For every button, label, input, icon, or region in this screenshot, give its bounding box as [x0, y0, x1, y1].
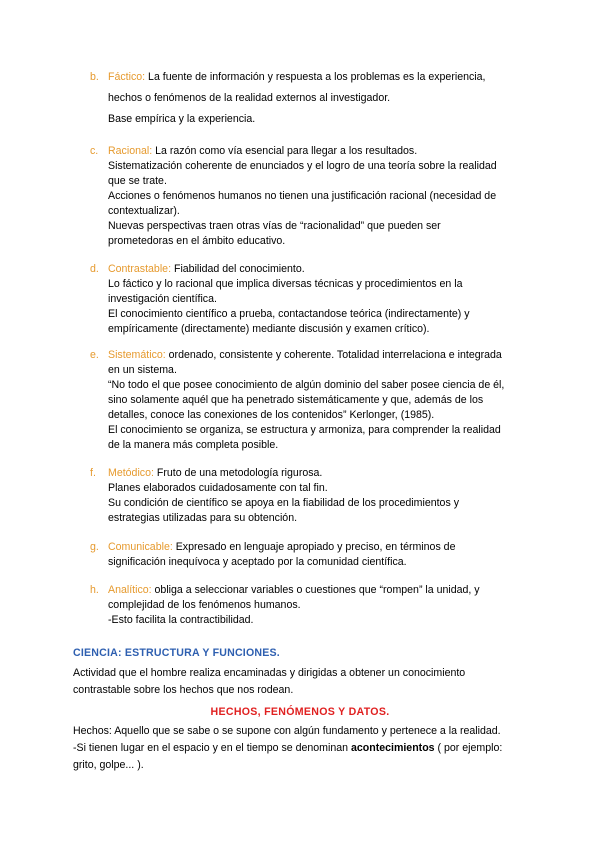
item-text: “No todo el que posee conocimiento de algún dominio del saber posee ciencia de él,: [108, 379, 505, 391]
list-item-contrastable: [90, 262, 530, 337]
subsection-title: HECHOS, FENÓMENOS Y DATOS.: [210, 706, 390, 718]
item-text: detalles, conoce las conexiones de los contenidos” Kerlonger, (1985).: [108, 409, 435, 421]
item-text: Base empírica y la experiencia.: [108, 113, 256, 125]
section-paragraph: [73, 665, 543, 699]
list-item-racional: [90, 144, 530, 249]
item-text: Nuevas perspectivas traen otras vías de “racionalidad” que pueden ser: [108, 220, 441, 232]
list-item-body: [108, 540, 530, 570]
list-marker: f.: [90, 467, 96, 479]
item-text: Fiabilidad del conocimiento.: [173, 263, 305, 275]
term-label: Racional:: [108, 145, 153, 157]
item-text: obliga a seleccionar variables o cuestiones que “rompen” la unidad, y: [154, 584, 480, 596]
term-label: Contrastable:: [108, 263, 172, 275]
list-item-body: [108, 262, 530, 337]
list-marker: c.: [90, 145, 99, 157]
item-text: complejidad de los fenómenos humanos.: [108, 599, 301, 611]
item-text: significación inequívoca y aceptado por la comunidad científica.: [108, 556, 407, 568]
list-marker: h.: [90, 584, 99, 596]
item-text: Expresado en lenguaje apropiado y preciso, en términos de: [175, 541, 456, 553]
item-text: Lo fáctico y lo racional que implica diversas técnicas y procedimientos en la: [108, 278, 463, 290]
term-label: Sistemático:: [108, 349, 166, 361]
item-text: hechos o fenómenos de la realidad externos al investigador.: [108, 92, 391, 104]
item-text: Planes elaborados cuidadosamente con tal fin.: [108, 482, 328, 494]
paragraph-line: Actividad que el hombre realiza encaminadas y dirigidas a obtener un conocimiento: [73, 667, 466, 679]
list-marker: e.: [90, 349, 99, 361]
item-text: sino solamente aquél que ha penetrado sistemáticamente y que, además de los: [108, 394, 484, 406]
list-item-comunicable: [90, 540, 530, 570]
item-text: empíricamente (directamente) mediante discusión y examen crítico).: [108, 323, 430, 335]
item-text: estrategias utilizadas para su obtención.: [108, 512, 298, 524]
paragraph-line: grito, golpe... ).: [73, 759, 144, 771]
item-text: de la manera más completa posible.: [108, 439, 279, 451]
list-item-analitico: [90, 583, 530, 628]
paragraph-line: Hechos: Aquello que se sabe o se supone con algún fundamento y pertenece a la realidad.: [73, 725, 501, 737]
list-marker: d.: [90, 263, 99, 275]
list-item-body: [108, 466, 530, 526]
paragraph-line: -Si tienen lugar en el espacio y en el tiempo se denominan acontecimientos ( por ejemplo:: [73, 742, 503, 754]
list-item-body: [108, 70, 530, 127]
item-text: que se trate.: [108, 175, 167, 187]
item-text: en un sistema.: [108, 364, 177, 376]
item-text: La fuente de información y respuesta a los problemas es la experiencia,: [148, 71, 486, 83]
item-text: prometedoras en el ámbito educativo.: [108, 235, 286, 247]
list-marker: b.: [90, 71, 99, 83]
list-item-body: [108, 144, 530, 249]
item-text: El conocimiento se organiza, se estructura y armoniza, para comprender la realidad: [108, 424, 501, 436]
paragraph-line: contrastable sobre los hechos que nos rodean.: [73, 684, 294, 696]
item-text: ordenado, consistente y coherente. Totalidad interrelaciona e integrada: [168, 349, 502, 361]
section-title: CIENCIA: ESTRUCTURA Y FUNCIONES.: [73, 647, 280, 659]
item-text: -Esto facilita la contractibilidad.: [108, 614, 254, 626]
list-item-body: [108, 583, 530, 628]
item-text: Acciones o fenómenos humanos no tienen una justificación racional (necesidad de: [108, 190, 497, 202]
item-text: La razón como vía esencial para llegar a los resultados.: [155, 145, 418, 157]
list-item-body: [108, 348, 530, 453]
list-item-factico: [90, 70, 530, 127]
term-label: Analítico:: [108, 584, 152, 596]
list-item-sistematico: [90, 348, 530, 453]
bold-term: acontecimientos: [350, 742, 435, 754]
term-label: Metódico:: [108, 467, 154, 479]
item-text: contextualizar).: [108, 205, 180, 217]
subsection-paragraph: [73, 723, 543, 774]
item-text: Fruto de una metodología rigurosa.: [156, 467, 323, 479]
item-text: El conocimiento científico a prueba, contactandose teórica (indirectamente) y: [108, 308, 470, 320]
item-text: Su condición de científico se apoya en la fiabilidad de los procedimientos y: [108, 497, 459, 509]
list-item-metodico: [90, 466, 530, 526]
term-label: Fáctico:: [108, 71, 146, 83]
item-text: investigación científica.: [108, 293, 217, 305]
item-text: Sistematización coherente de enunciados y el logro de una teoría sobre la realidad: [108, 160, 497, 172]
term-label: Comunicable:: [108, 541, 173, 553]
list-marker: g.: [90, 541, 99, 553]
